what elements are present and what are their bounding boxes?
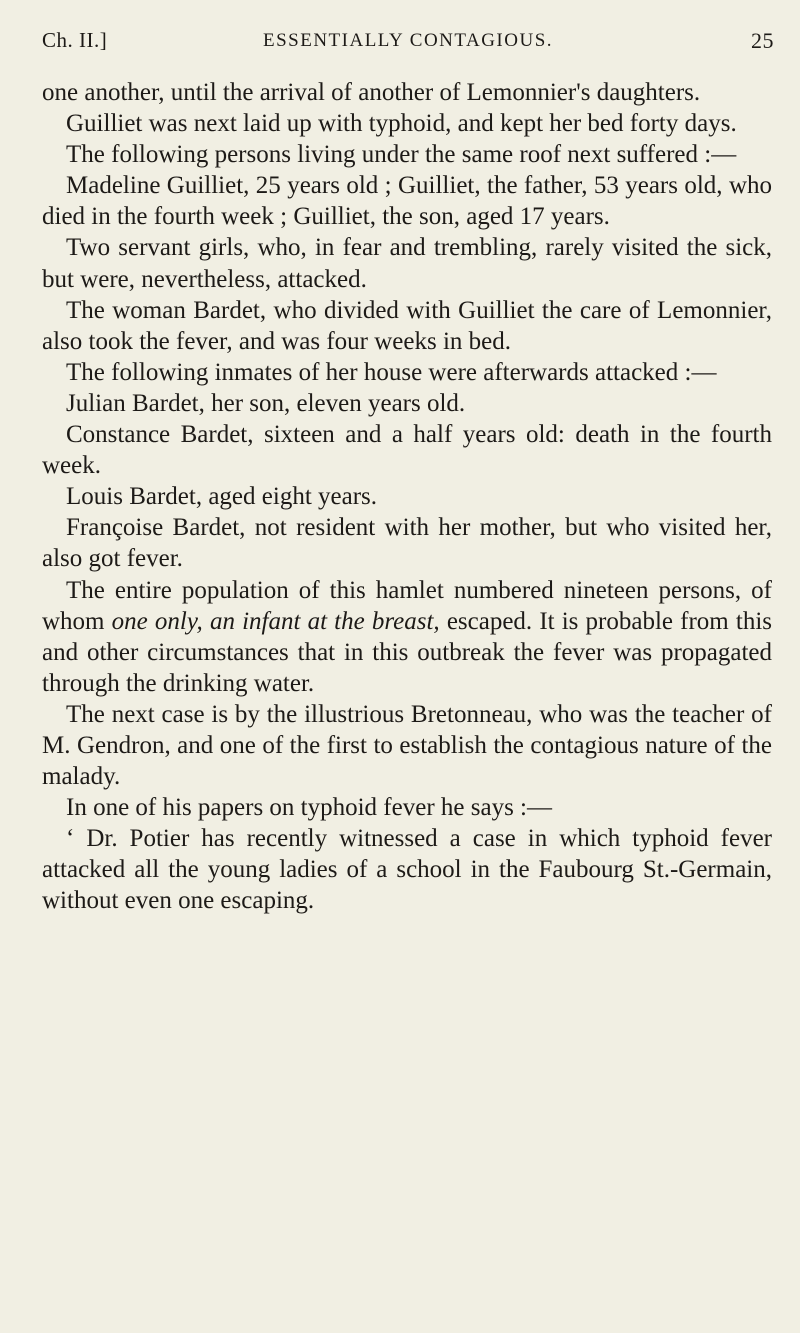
paragraph-continuation: one another, until the arrival of another of Lemonnier's daughters. — [42, 79, 701, 106]
paragraph-quotation: ‘ Dr. Potier has recently witnessed a case in which typhoid fever attacked all the young ladies of a school in the Faubourg St.-Germain, without even one escaping. — [42, 825, 772, 915]
paragraph: Guilliet was next laid up with typhoid, and kept her bed forty days. — [66, 110, 737, 138]
page-number: 25 — [751, 28, 774, 53]
text-run: The entire population of this hamlet numbered nineteen persons, of whom — [42, 576, 772, 635]
text-run: escaped. It is probable from this and other circumstances that in this outbreak the fever was propagated through the drinking water. — [42, 607, 773, 697]
paragraph: Constance Bardet, sixteen and a half years old: death in the fourth week. — [42, 421, 772, 480]
paragraph: In one of his papers on typhoid fever he says :— — [66, 794, 552, 822]
italic-phrase: one only, an infant at the breast, — [111, 607, 440, 635]
paragraph: Louis Bardet, aged eight years. — [66, 483, 378, 511]
chapter-label: Ch. II.] — [42, 28, 108, 52]
paragraph-with-italic — [42, 575, 772, 699]
paragraph: Julian Bardet, her son, eleven years old. — [66, 389, 466, 417]
paragraph: Françoise Bardet, not resident with her mother, but who visited her, also got fever. — [42, 514, 772, 573]
paragraph: Madeline Guilliet, 25 years old ; Guilliet, the father, 53 years old, who died in the fourth week ; Guilliet, the son, aged 17 years. — [42, 172, 772, 231]
paragraph: The next case is by the illustrious Bretonneau, who was the teacher of M. Gendron, and one of the first to establish the contagious nature of the malady. — [42, 700, 772, 791]
paragraph: The following inmates of her house were afterwards attacked :— — [66, 358, 717, 386]
paragraph: Two servant girls, who, in fear and trembling, rarely visited the sick, but were, nevertheless, attacked. — [42, 234, 772, 293]
paragraph: The following persons living under the same roof next suffered :— — [66, 141, 737, 169]
body-text — [42, 77, 772, 917]
running-head — [42, 28, 774, 56]
running-title: ESSENTIALLY CONTAGIOUS. — [262, 30, 554, 51]
paragraph: The woman Bardet, who divided with Guilliet the care of Lemonnier, also took the fever, and was four weeks in bed. — [42, 296, 772, 355]
